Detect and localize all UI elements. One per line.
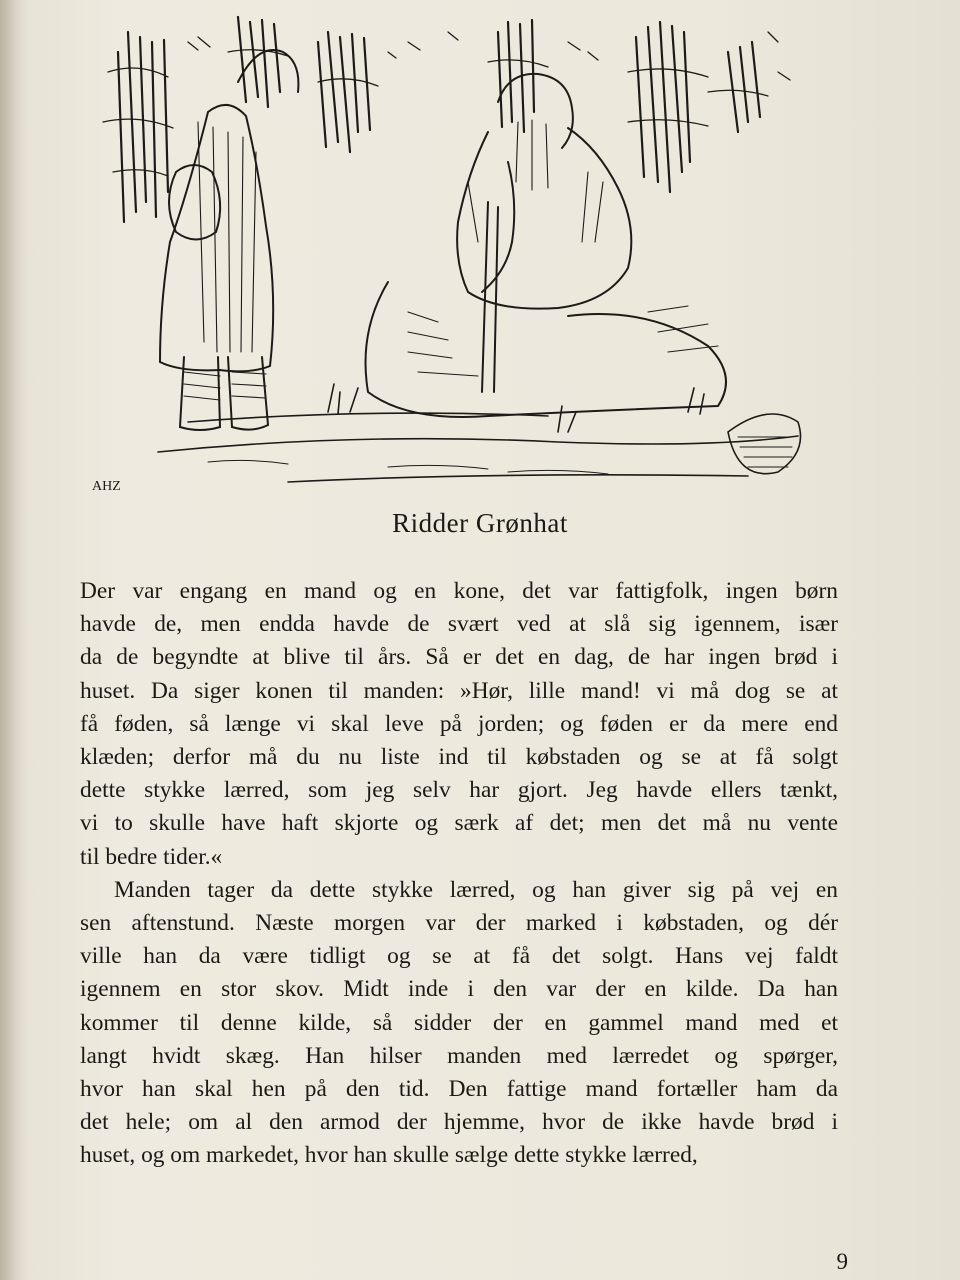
paragraph-1: [80, 575, 838, 874]
text-line: det hele; om al den armod der hjemme, hvor de ikke havde brød i: [80, 1109, 838, 1136]
story-title: Ridder Grønhat: [392, 508, 568, 538]
text-line: huset, og om markedet, hvor han skulle sælge dette stykke lærred,: [80, 1142, 698, 1169]
story-body: [80, 575, 838, 1173]
text-line: igennem en stor skov. Midt inde i den var der en kilde. Da han: [80, 976, 838, 1003]
text-line: ville han da være tidligt og se at få det solgt. Hans vej faldt: [80, 943, 838, 970]
text-line: da de begyndte at blive til års. Så er det en dag, de har ingen brød i: [80, 644, 838, 671]
text-line: sen aftenstund. Næste morgen var der marked i købstaden, og dér: [80, 910, 838, 937]
paragraph-2: [80, 874, 838, 1173]
story-illustration: [88, 12, 808, 502]
text-line: til bedre tider.«: [80, 843, 223, 870]
text-line: Manden tager da dette stykke lærred, og han giver sig på vej en: [114, 876, 838, 903]
text-line: huset. Da siger konen til manden: »Hør, lille mand! vi må dog se at: [80, 677, 838, 704]
text-line: Der var engang en mand og en kone, det var fattigfolk, ingen børn: [80, 578, 838, 604]
text-line: hvor han skal hen på den tid. Den fattige mand fortæller ham da: [80, 1076, 838, 1103]
text-line: kommer til denne kilde, så sidder der en gammel mand med et: [80, 1009, 838, 1036]
text-line: vi to skulle have haft skjorte og særk af det; men det må nu vente: [80, 810, 838, 837]
illustrator-signature: AHZ: [92, 479, 121, 494]
text-line: havde de, men endda havde de svært ved at slå sig igennem, især: [80, 611, 838, 638]
text-line: langt hvidt skæg. Han hilser manden med lærredet og spørger,: [80, 1042, 838, 1069]
text-line: klæden; derfor må du nu liste ind til købstaden og se at få solgt: [80, 744, 838, 771]
page-number: 9: [836, 1249, 848, 1274]
page-gutter: [0, 0, 18, 1280]
ink-sketch-illustration: [88, 12, 808, 502]
text-line: få føden, så længe vi skal leve på jorden; og føden er da mere end: [80, 710, 838, 737]
text-line: dette stykke lærred, som jeg selv har gjort. Jeg havde ellers tænkt,: [80, 777, 838, 804]
